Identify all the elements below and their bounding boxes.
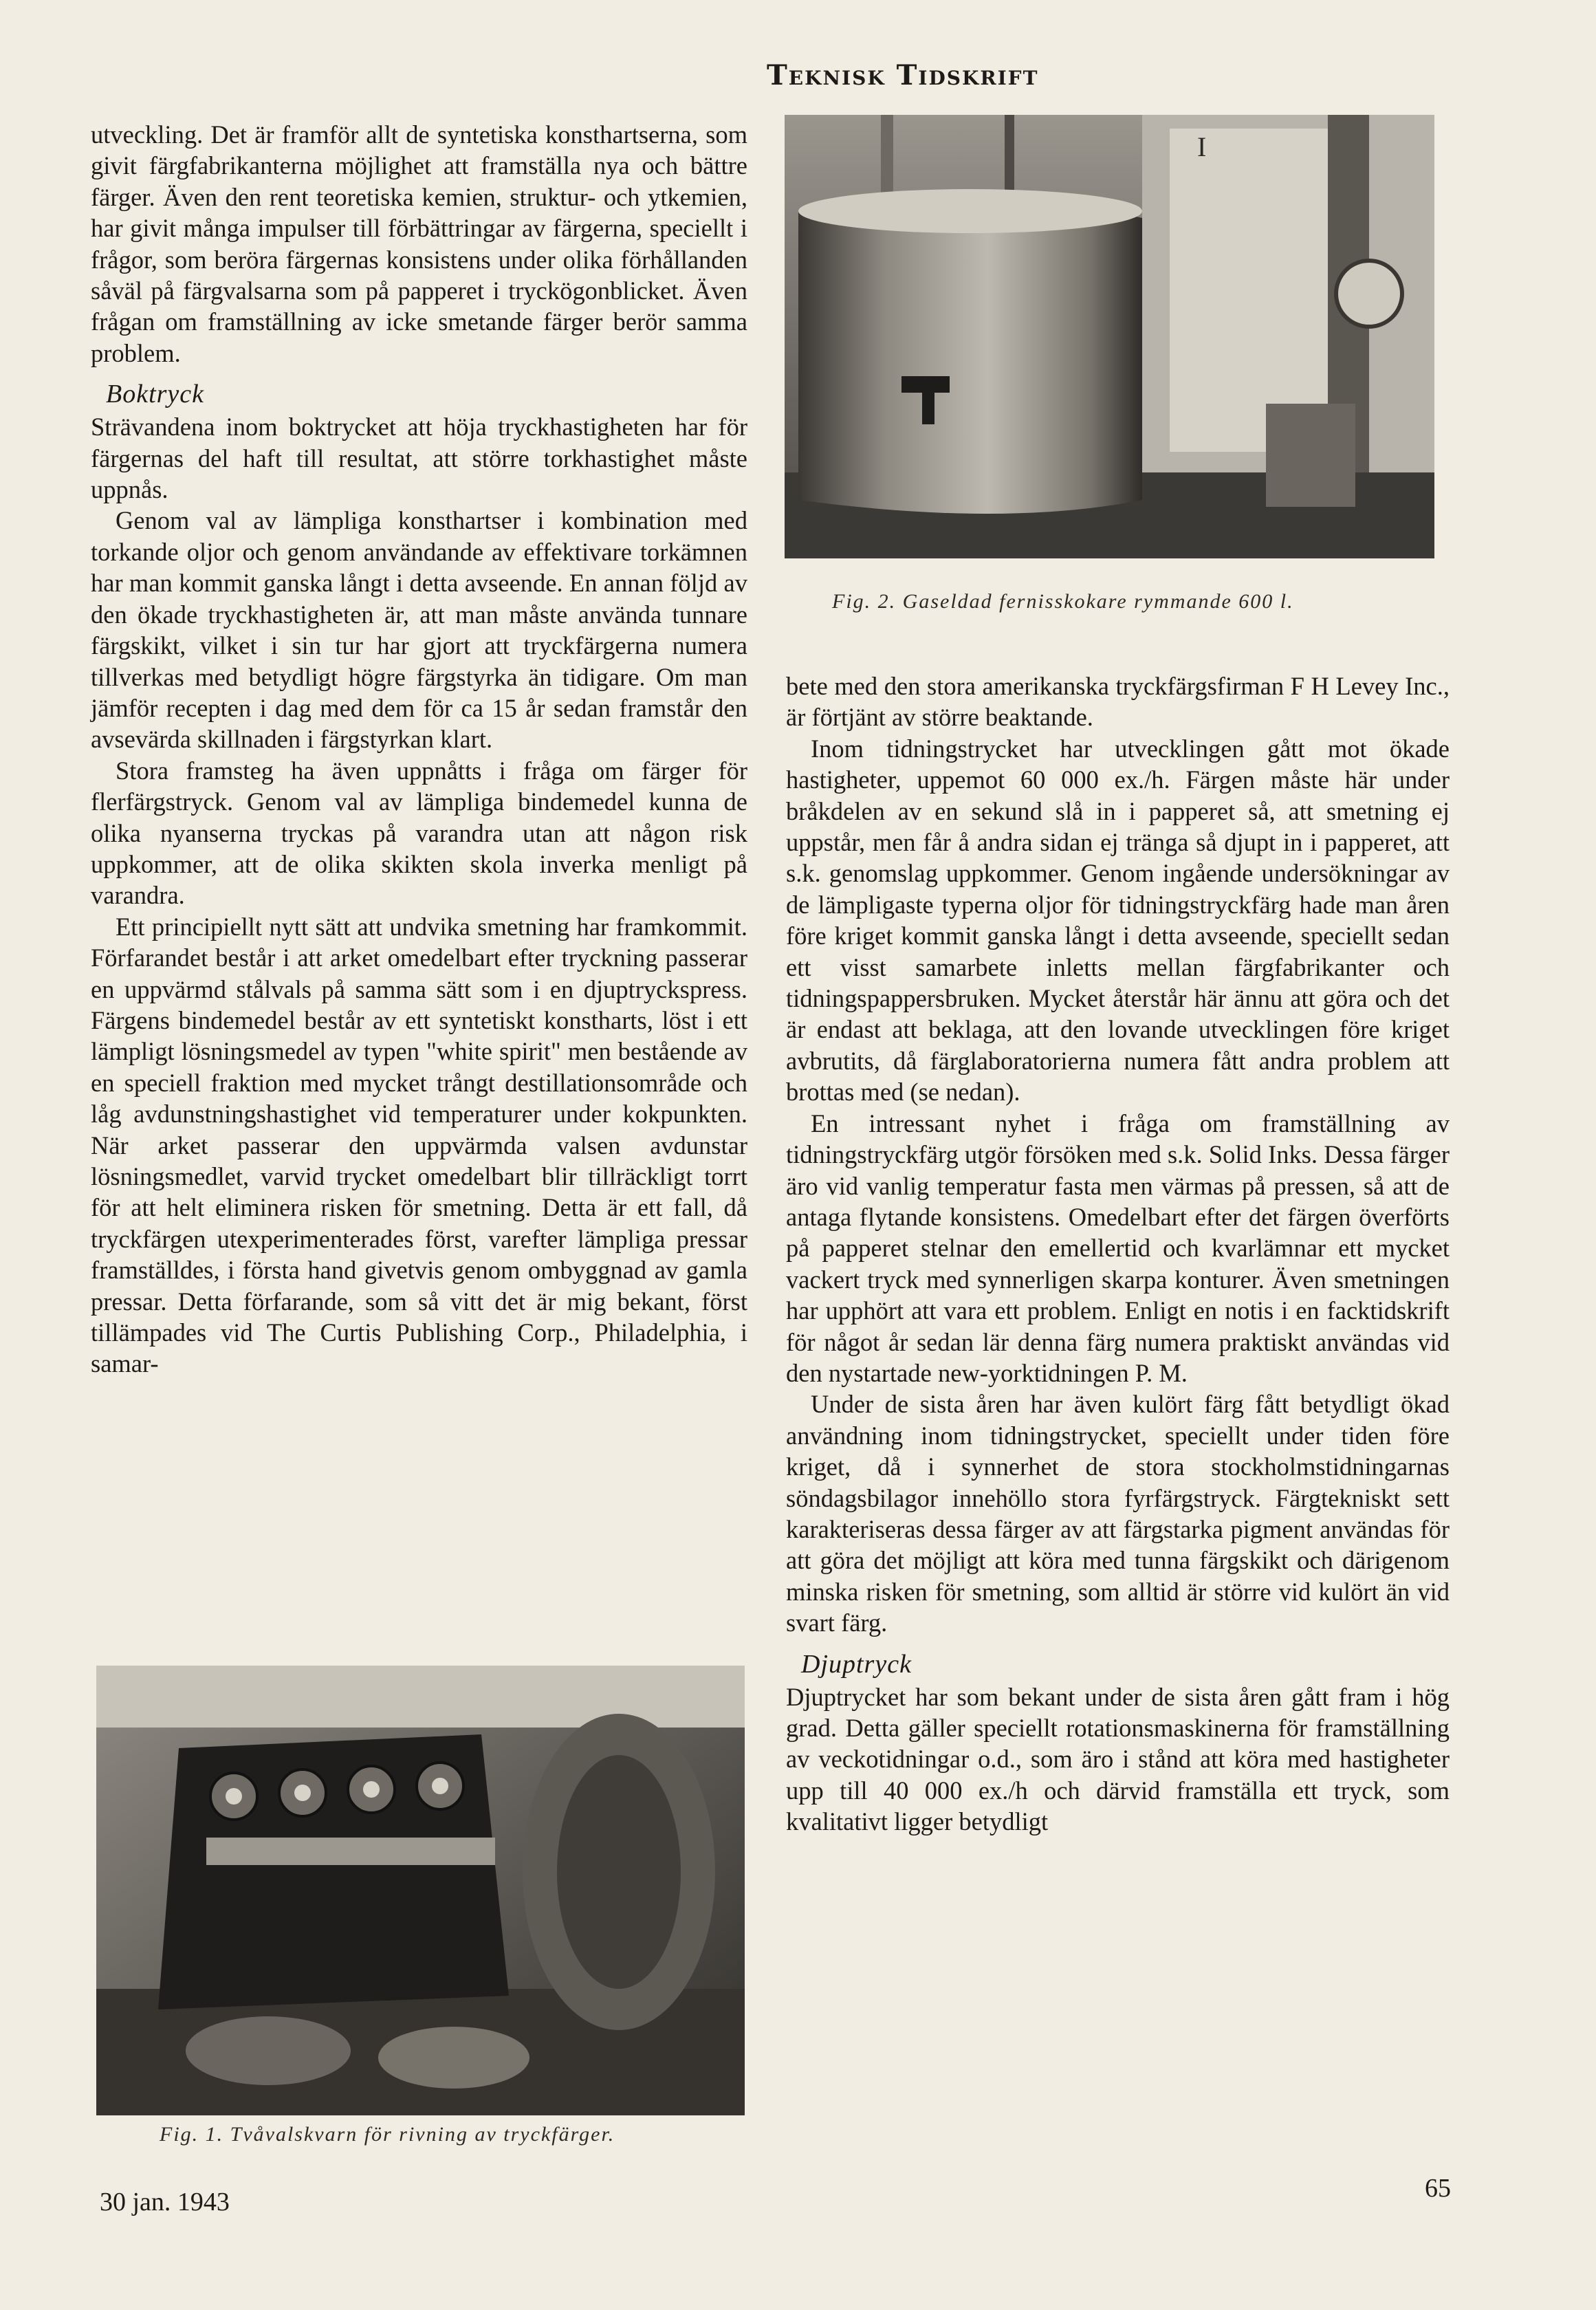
section-heading-djuptryck: Djuptryck <box>801 1649 912 1679</box>
fig2-photo <box>785 115 1434 558</box>
left-intro-paragraph: utveckling. Det är framför allt de syntetiska konsthartserna, som givit färgfabrikanterna möjlighet att framställa nya och bättre färger. Även den rent teoretiska kemien, struktur- och ytkemien, har givit många impulser till förbättringar av färgerna, speciellt i frågor, som beröra färgernas konsistens under olika förhållanden såväl på färgvalsarna som på papperet i tryckögonblicket. Även frågan om framställning av icke smetande färger berör samma problem. <box>91 120 747 367</box>
left-paragraph: Genom val av lämpliga konsthartser i kombination med torkande oljor och genom användande av effektivare torkämnen har man kommit ganska långt i detta avseende. En annan följd av den ökade tryckhastigheten är, att man måste använda tunnare färgskikt, vilket i sin tur har gjort att tryckfärgerna numera tillverkas med betydligt högre färgstyrka än tidigare. Om man jämför recepten i dag med dem för ca 15 år sedan framstår den avsevärda skillnaden i färgstyrkan klart. <box>91 506 747 754</box>
right-paragraph: Under de sista åren har även kulört färg fått betydligt ökad användning inom tidningstrycket, speciellt under tiden före kriget, då i synnerhet de stora stockholmstidningarnas söndagsbilagor innehöllo stora fyrfärgstryck. Färgtekniskt sett karakteriseras dessa färger av att färgstarka pigment användas för att göra det möjligt att köra med tunna färgskikt och därigenom minska risken för smetning, som alltid är större vid kulört än vid svart färg. <box>786 1390 1450 1637</box>
section-heading-boktryck: Boktryck <box>106 380 205 409</box>
left-paragraph: Stora framsteg ha även uppnåtts i fråga om färger för flerfärgstryck. Genom val av lämpliga bindemedel kunna de olika nyanserna tryckas på varandra utan att någon risk uppkommer, att de olika skikten skola inverka menligt på varandra. <box>91 756 747 910</box>
left-column <box>91 119 747 1380</box>
right-closing-paragraph: Djuptrycket har som bekant under de sista åren gått fram i hög grad. Detta gäller speciellt rotationsmaskinerna för framställning av veckotidningar o.d., som äro i stånd att köra med hastigheter upp till 40 000 ex./h och därvid framställa ett tryck, som kvalitativt ligger betydligt <box>786 1682 1450 1836</box>
right-column <box>786 671 1450 1838</box>
left-paragraph: Ett principiellt nytt sätt att undvika smetning har framkommit. Förfarandet består i att arket omedelbart efter tryckning passerar en uppvärmd stålvals på samma sätt som i en djuptryckspress. Färgens bindemedel består av ett syntetiskt konstharts, löst i ett lämpligt lösningsmedel av typen "white spirit" men bestående av en speciell fraktion med mycket trångt destillationsområde och låg avdunstningshastighet vid temperaturer under kokpunkten. När arket passerar den uppvärmda valsen avdunstar lösningsmedlet, varvid trycket omedelbart blir tillräckligt torrt för att helt eliminera risken för smetning. Detta är ett fall, då tryckfärgen utexperimenterades först, varefter lämpliga pressar framställdes, i första hand givetvis genom ombyggnad av gamla pressar. Detta förfarande, som så vitt det är mig bekant, först tillämpades vid The Curtis Publishing Corp., Philadelphia, i samar- <box>91 912 747 1378</box>
tank-label: I <box>1197 131 1207 162</box>
right-paragraph: Inom tidningstrycket har utvecklingen gått mot ökade hastigheter, uppemot 60 000 ex./h. Färgen måste här under bråkdelen av en sekund slå in i papperet så, att smetning ej uppstår, men får å andra sidan ej tränga så djupt in i papperet, att s.k. genomslag uppkommer. Genom ingående undersökningar av de lämpligaste typerna oljor för tidningstryckfärg hade man åren före kriget kommit ganska långt i detta avseende, speciellt sedan ett visst samarbete inletts mellan färgfabrikanter och tidningspappersbruken. Mycket återstår här ännu att göra och det är endast att beklaga, att den lovande utvecklingen före kriget avbrutits, då färglaboratorierna numera fått andra problem att brottas med (se nedan). <box>786 734 1450 1107</box>
left-paragraph: Strävandena inom boktrycket att höja tryckhastigheten har för färgernas del haft till resultat, att större torkhastighet måste uppnås. <box>91 413 747 504</box>
page-number: 65 <box>1425 2174 1451 2203</box>
fig2-caption: Fig. 2. Gaseldad fernisskokare rymmande 600 l. <box>832 590 1294 613</box>
issue-date: 30 jan. 1943 <box>100 2188 230 2216</box>
fig1-caption: Fig. 1. Tvåvalskvarn för rivning av tryckfärger. <box>160 2123 615 2146</box>
fig1-photo <box>96 1666 745 2115</box>
right-intro-paragraph: bete med den stora amerikanska tryckfärgsfirman F H Levey Inc., är förtjänt av större beaktande. <box>786 672 1450 732</box>
running-header: Teknisk Tidskrift <box>767 59 1039 91</box>
right-paragraph: En intressant nyhet i fråga om framställning av tidningstryckfärg utgör försöken med s.k. Solid Inks. Dessa färger äro vid vanlig temperatur fasta men värmas på pressen, så att de antaga flytande konsistens. Omedelbart efter det färgen överförts på papperet stelnar den emellertid och kvarlämnar ett mycket vackert tryck med synnerligen skarpa konturer. Även smetningen har upphört att vara ett problem. Enligt en notis i en facktidskrift för något år sedan lär denna färg numera praktiskt användas vid den nystartade new-yorktidningen P. M. <box>786 1109 1450 1387</box>
